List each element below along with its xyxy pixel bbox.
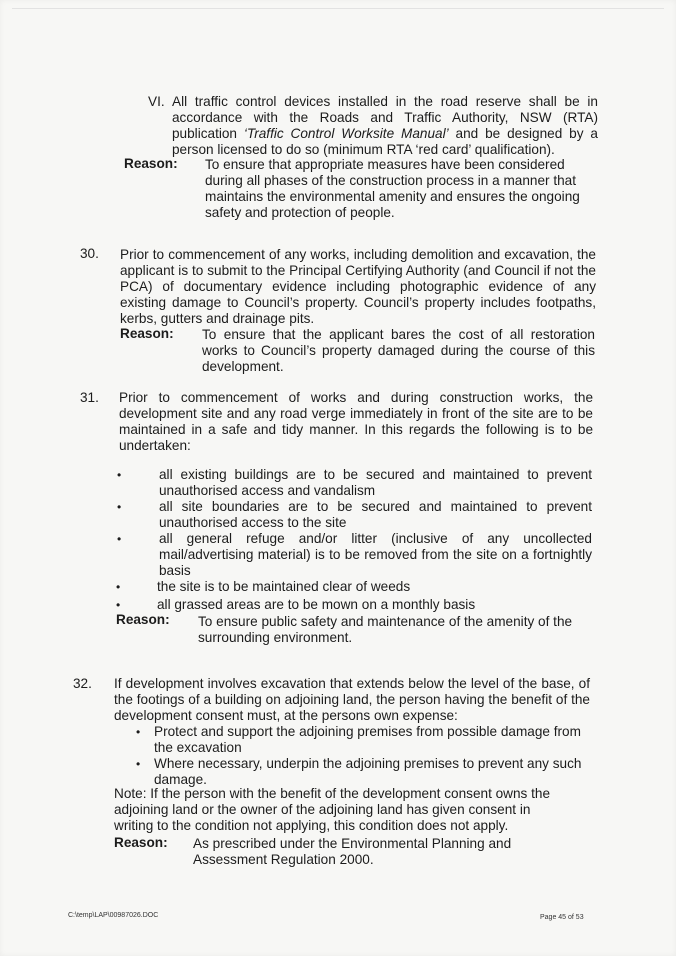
item-31-reason-text: To ensure public safety and maintenance of the amenity of the surrounding environment. (198, 614, 573, 645)
item-31-text: Prior to commencement of works and during construction works, the development site and any road verge immediately in front of the site are to be maintained in a safe and tidy manner. In this regards the following is to be undertaken: (119, 390, 593, 453)
item-30-reason-text: To ensure that the applicant bares the cost of all restoration works to Council’s property damaged during the course of this development. (202, 327, 595, 374)
item-31-bullet-4: the site is to be maintained clear of weeds (157, 579, 411, 594)
bullet-marker: • (117, 532, 122, 546)
item-31-bullet-3: all general refuge and/or litter (inclusive of any uncollected mail/advertising material) is to be removed from the site on a fortnightly basis (159, 531, 592, 578)
item-31-bullet-2: all site boundaries are to be secured and maintained to prevent unauthorised access to the site (159, 499, 592, 530)
footer-page-number: Page 45 of 53 (540, 914, 584, 921)
footer-file-path: C:\temp\LAP\00987026.DOC (68, 912, 159, 919)
item-32-text: If development involves excavation that extends below the level of the base, of the footings of a building on adjoining land, the person having the benefit of the development consent must, at the persons own expense: (114, 676, 590, 723)
bullet-marker: • (136, 757, 141, 771)
item-32-bullet-1: Protect and support the adjoining premises from possible damage from the excavation (154, 724, 581, 755)
item-vi-text-a: All traffic control devices installed in the road reserve shall be in accordance with the Roads and Traffic Authority, NSW (RTA) publication (172, 94, 598, 141)
item-30-number: 30. (80, 246, 99, 261)
item-vi-text (172, 94, 598, 158)
item-32-note: Note: If the person with the benefit of the development consent owns the adjoining land or the owner of the adjoining land has given consent in writing to the condition not applying, this condition does not apply. (114, 786, 551, 833)
item-31-reason-label: Reason: (116, 612, 170, 627)
item-32-bullet-2: Where necessary, underpin the adjoining premises to prevent any such damage. (154, 756, 582, 787)
item-vi-reason-text: To ensure that appropriate measures have been considered during all phases of the construction process in a manner that maintains the environmental amenity and ensures the ongoing safety and protection of people. (205, 157, 580, 220)
top-rule (12, 8, 664, 9)
item-vi-number: VI. (148, 94, 165, 109)
item-32-number: 32. (73, 676, 92, 691)
item-30-reason-label: Reason: (120, 326, 174, 341)
item-31-bullet-1: all existing buildings are to be secured and maintained to prevent unauthorised access and vandalism (159, 467, 592, 498)
item-vi-text-b: and be designed by a person licensed to do so (minimum RTA ‘red card’ qualification). (172, 126, 598, 157)
item-vi-manual-title: ‘Traffic Control Worksite Manual’ (243, 126, 449, 141)
bullet-marker: • (136, 725, 141, 739)
bullet-marker: • (116, 598, 121, 612)
item-32-reason-text: As prescribed under the Environmental Planning and Assessment Regulation 2000. (193, 836, 512, 867)
item-30-text: Prior to commencement of any works, including demolition and excavation, the applicant is to submit to the Principal Certifying Authority (and Council if not the PCA) of documentary evidence including photographic evidence of any existing damage to Council’s property. Council’s property includes footpaths, kerbs, gutters and drainage pits. (120, 247, 596, 326)
item-vi-reason-label: Reason: (124, 156, 178, 171)
item-31-bullet-5: all grassed areas are to be mown on a monthly basis (157, 597, 476, 612)
bullet-marker: • (117, 468, 122, 482)
item-32-reason-label: Reason: (114, 835, 168, 850)
item-31-number: 31. (80, 390, 99, 405)
bullet-marker: • (117, 500, 122, 514)
bullet-marker: • (116, 580, 121, 594)
